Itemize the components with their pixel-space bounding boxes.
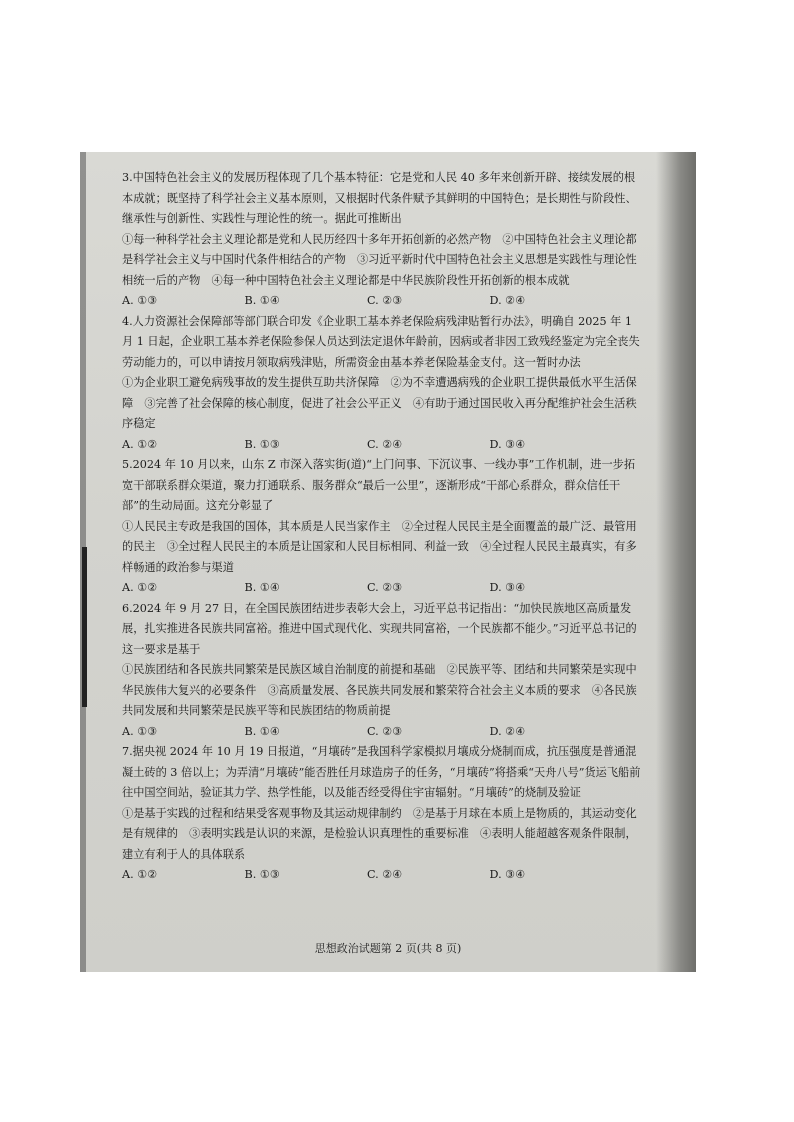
option-c: C. ②③ xyxy=(367,581,403,594)
option-b: B. ①④ xyxy=(244,724,280,738)
option-d: D. ②④ xyxy=(489,294,526,307)
question-5 xyxy=(122,455,642,599)
option-a: A. ①② xyxy=(122,437,158,451)
question-options xyxy=(122,722,642,743)
option-a: A. ①② xyxy=(122,581,158,594)
question-text: 3.中国特色社会主义的发展历程体现了几个基本特征：它是党和人民 40 多年来创新开辟、接续发展的根本成就；既坚持了科学社会主义基本原则，又根据时代条件赋予其鲜明的中国特色；是长期性与阶段性、继承性与创新性、实践性与理论性的统一。据此可推断出 xyxy=(122,171,637,225)
option-b: B. ①③ xyxy=(244,437,280,451)
question-options xyxy=(122,291,642,312)
option-b: B. ①④ xyxy=(244,581,280,594)
option-a: A. ①③ xyxy=(122,724,158,738)
option-b: B. ①④ xyxy=(244,294,280,307)
question-text: 7.据央视 2024 年 10 月 19 日报道，“月壤砖”是我国科学家模拟月壤成分烧制而成，抗压强度是普通混凝土砖的 3 倍以上；为弄清“月壤砖”能否胜任月球造房子的任务，“月壤砖”将搭乘“天舟八号”货运飞船前往中国空间站，验证其力学、热学性能，以及能否经受得住宇宙辐射。“月壤砖”的烧制及验证 xyxy=(122,745,641,799)
option-b: B. ①③ xyxy=(244,868,280,881)
option-c: C. ②③ xyxy=(367,294,403,307)
question-text: 4.人力资源社会保障部等部门联合印发《企业职工基本养老保险病残津贴暂行办法》，明确自 2025 年 1 月 1 日起，企业职工基本养老保险参保人员达到法定退休年龄前，因病或者非因工致残经鉴定为完全丧失劳动能力的，可以申请按月领取病残津贴，所需资金由基本养老保险基金支付。这一暂时办法 xyxy=(122,314,640,369)
binding-mark xyxy=(82,547,87,707)
question-options xyxy=(122,865,642,886)
option-d: D. ③④ xyxy=(489,868,526,881)
question-text: 5.2024 年 10 月以来，山东 Z 市深入落实街(道)“上门问事、下沉议事、一线办事”工作机制，进一步拓宽干部联系群众渠道，聚力打通联系、服务群众“最后一公里”，逐渐形成“干部心系群众，群众信任干部”的生动局面。这充分彰显了 xyxy=(122,458,636,512)
document-photo xyxy=(80,152,696,972)
question-statements: ①人民民主专政是我国的国体，其本质是人民当家作主 ②全过程人民民主是全面覆盖的最广泛、最管用的民主 ③全过程人民民主的本质是让国家和人民目标相同、利益一致 ④全过程人民民主最真实，有多样畅通的政治参与渠道 xyxy=(122,519,637,574)
photo-right-shadow xyxy=(656,152,696,972)
exam-content xyxy=(122,168,642,886)
option-d: D. ②④ xyxy=(489,724,526,738)
question-4 xyxy=(122,312,642,456)
option-c: C. ②④ xyxy=(367,437,403,451)
option-a: A. ①③ xyxy=(122,294,158,307)
question-options xyxy=(122,435,642,456)
question-3 xyxy=(122,168,642,312)
question-statements: ①民族团结和各民族共同繁荣是民族区域自治制度的前提和基础 ②民族平等、团结和共同繁荣是实现中华民族伟大复兴的必要条件 ③高质量发展、各民族共同发展和繁荣符合社会主义本质的要求 ④各民族共同发展和共同繁荣是民族平等和民族团结的物质前提 xyxy=(122,663,637,717)
question-statements: ①是基于实践的过程和结果受客观事物及其运动规律制约 ②是基于月球在本质上是物质的，其运动变化是有规律的 ③表明实践是认识的来源，是检验认识真理性的重要标准 ④表明人能超越客观条件限制，建立有利于人的具体联系 xyxy=(122,806,637,861)
question-options xyxy=(122,578,642,599)
option-c: C. ②④ xyxy=(367,868,403,881)
question-statements: ①为企业职工避免病残事故的发生提供互助共济保障 ②为不幸遭遇病残的企业职工提供最低水平生活保障 ③完善了社会保障的核心制度，促进了社会公平正义 ④有助于通过国民收入再分配维护社会生活秩序稳定 xyxy=(122,376,637,430)
option-c: C. ②③ xyxy=(367,724,403,738)
option-a: A. ①② xyxy=(122,868,158,881)
option-d: D. ③④ xyxy=(489,581,526,594)
question-statements: ①每一种科学社会主义理论都是党和人民历经四十多年开拓创新的必然产物 ②中国特色社会主义理论都是科学社会主义与中国时代条件相结合的产物 ③习近平新时代中国特色社会主义思想是实践性与理论性相统一后的产物 ④每一种中国特色社会主义理论都是中华民族阶段性开拓创新的根本成就 xyxy=(122,232,637,287)
question-6 xyxy=(122,599,642,743)
page-footer: 思想政治试题第 2 页(共 8 页) xyxy=(314,942,462,955)
question-7 xyxy=(122,742,642,886)
question-text: 6.2024 年 9 月 27 日，在全国民族团结进步表彰大会上，习近平总书记指出：“加快民族地区高质量发展，扎实推进各民族共同富裕。推进中国式现代化、实现共同富裕，一个民族都不能少。”习近平总书记的这一要求是基于 xyxy=(122,601,637,656)
option-d: D. ③④ xyxy=(489,437,526,451)
